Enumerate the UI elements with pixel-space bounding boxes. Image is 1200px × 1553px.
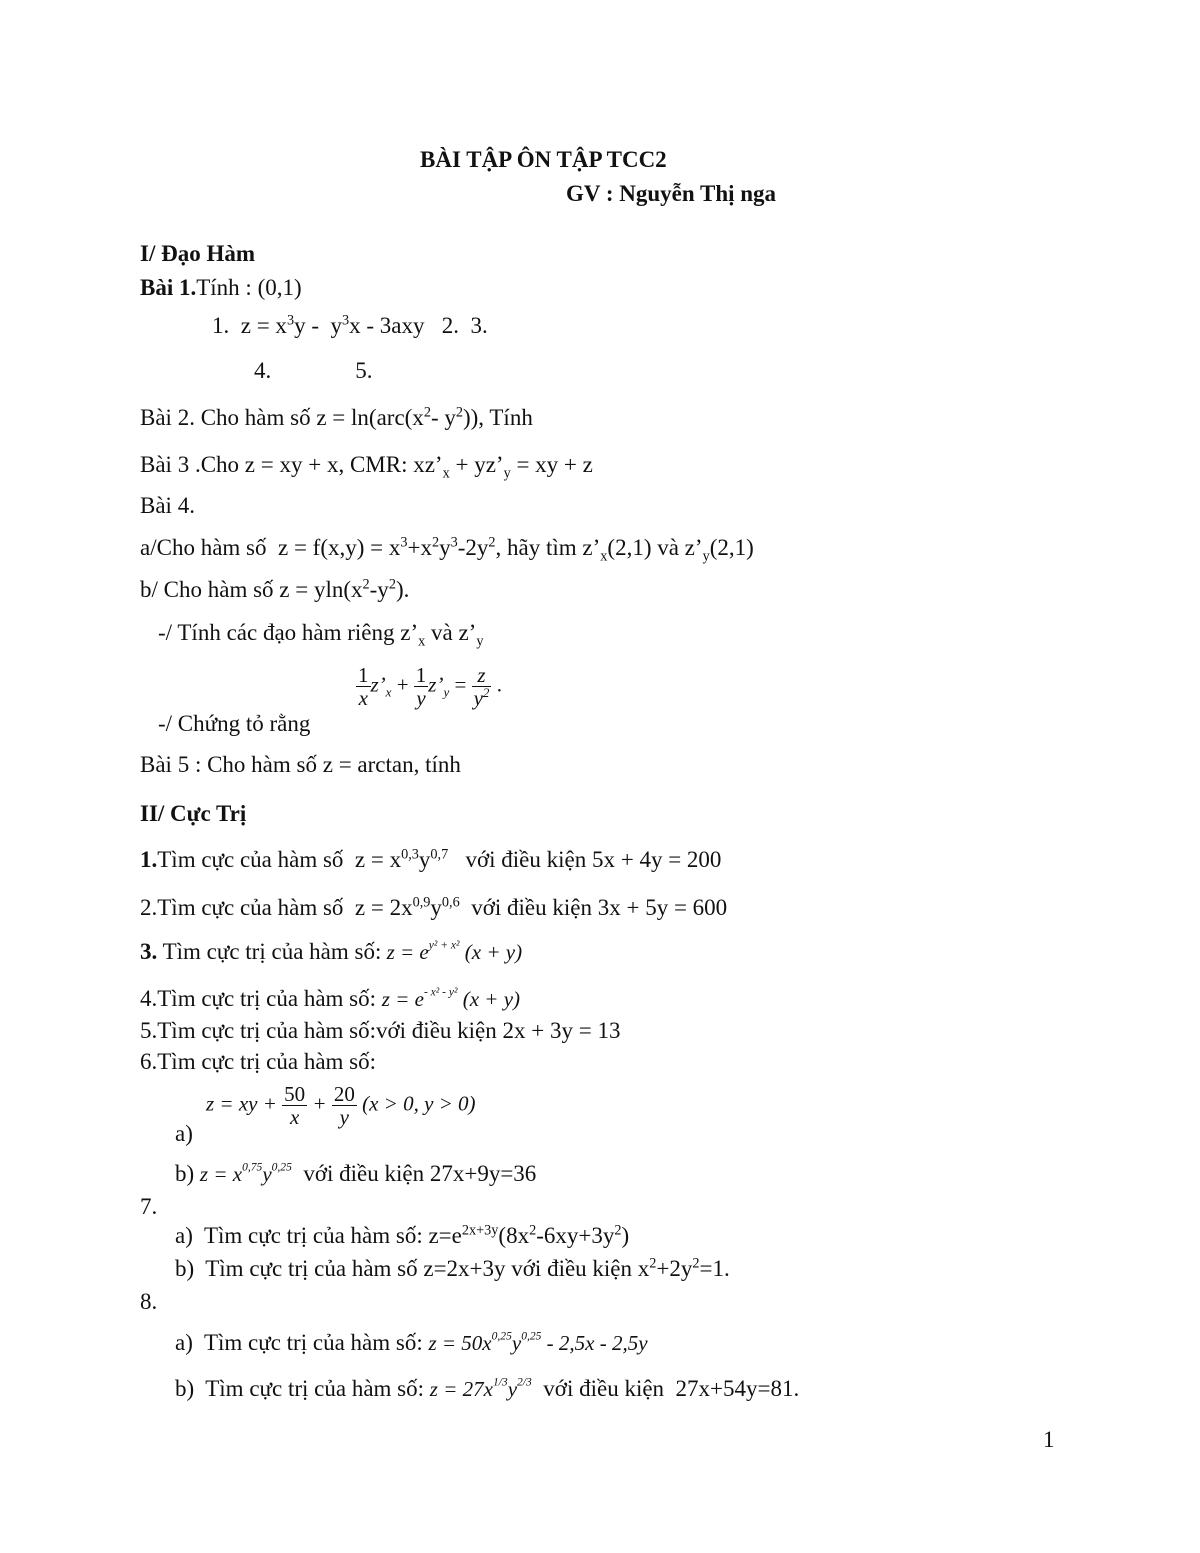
extrema-item-3: 3. Tìm cực trị của hàm số: $z = e^{y^2 + x^2}$ (x + y) (140, 939, 523, 964)
extrema-item-4: 4.Tìm cực trị của hàm số: $z = e^{- x^2 - y^2}$ (x + y) (140, 986, 521, 1011)
exercise-5-label: Bài 5 (140, 752, 190, 777)
extrema-item-6: 6.Tìm cực trị của hàm số: (140, 1049, 377, 1074)
exercise-1-text: Tính : (0,1) (196, 275, 302, 300)
exercise-4b-part-2: -/ Chứng tỏ rằng (158, 711, 311, 736)
extrema-item-7-label: 7. (140, 1194, 158, 1219)
exercise-1-heading (140, 276, 302, 299)
extrema-item-5: 5.Tìm cực trị của hàm số:với điều kiện 2x + 3y = 13 (140, 1018, 621, 1043)
exercise-4a: a/Cho hàm số $z = f(x,y) = x^3+x^2y^3-2y^2$, hãy tìm $z’_x(2,1)$ và $z’_y(2,1)$ (140, 534, 754, 565)
exercise-3-label: Bài 3 (140, 452, 190, 477)
exercise-2: Bài 2. Cho hàm số $z = \ln(arc(x^2-$ $y^2$)), Tính (140, 404, 533, 430)
item-number: 3. (470, 313, 488, 338)
exercise-4b-part-1: -/ Tính các đạo hàm riêng $z’_x$ và $z’_y$ (158, 620, 484, 650)
formula-proof-equation: $\frac{1}{x}$ $z’_x$ + $\frac{1}{y}$ $z’_y$ = $\frac{z}{y^2}$ . (358, 663, 502, 711)
document-title: BÀI TẬP ÔN TẬP TCC2 (420, 147, 667, 172)
page-number: 1 (1043, 1427, 1055, 1452)
exercise-1-line-1: 1. $z = x^3y - y^3x - 3axy$ 2. 3. (212, 312, 488, 338)
extrema-item-6b: b) $z = x^{0,75}y^{0,25}$ với điều kiện 27x+9y=36 (175, 1161, 537, 1186)
exercise-5 (140, 753, 461, 776)
exercise-4-label: Bài 4. (140, 493, 195, 518)
extrema-item-8a: a) Tìm cực trị của hàm số: $z = 50x^{0,25}y^{0,25} - 2,5x - 2,5y$ (175, 1330, 648, 1355)
exercise-2-label: Bài 2. (140, 405, 195, 430)
exercise-5-text: : Cho hàm số z = arctan, tính (194, 752, 461, 777)
item-number: 4. (254, 358, 272, 383)
exercise-1-line-2 (254, 359, 373, 382)
extrema-item-7a: a) Tìm cực trị của hàm số: $z=e^{2x+3y}(8x^2-6xy+3y^2)$ (175, 1222, 630, 1248)
teacher-name: GV : Nguyễn Thị nga (566, 181, 777, 206)
extrema-item-8-label: 8. (140, 1289, 158, 1314)
section-heading-extrema: II/ Cực Trị (140, 801, 247, 826)
item-number: 5. (355, 358, 373, 383)
extrema-item-2: 2.Tìm cực của hàm số $z = 2x^{0,9}y^{0,6}$ với điều kiện 3x + 5y = 600 (140, 894, 728, 920)
extrema-item-7b: b) Tìm cực trị của hàm số z=2x+3y với điều kiện $x^2+2y^2=1$. (175, 1255, 730, 1281)
item-number: 2. (441, 313, 459, 338)
extrema-item-1: 1.Tìm cực của hàm số $z = x^{0,3}y^{0,7}$ với điều kiện 5x + 4y = 200 (140, 846, 722, 872)
exercise-3: Bài 3 .Cho z = xy + x, CMR: $xz’_x$ + $yz’_y$ = xy + z (140, 452, 593, 482)
exercise-4b: b/ Cho hàm số $z = yln(x^2-y^2)$. (140, 576, 410, 602)
formula-6a: z = xy + $\frac{50}{x}$ + $\frac{20}{y}$ (x > 0, y > 0) (206, 1082, 476, 1130)
exercise-1-label: Bài 1. (140, 275, 197, 300)
extrema-item-8b: b) Tìm cực trị của hàm số: $z = 27x^{1/3}y^{2/3}$ với điều kiện 27x+54y=81. (175, 1376, 800, 1401)
extrema-item-6a-label: a) (175, 1121, 193, 1146)
section-heading-derivatives: I/ Đạo Hàm (140, 241, 255, 266)
item-number: 1. (212, 313, 230, 338)
